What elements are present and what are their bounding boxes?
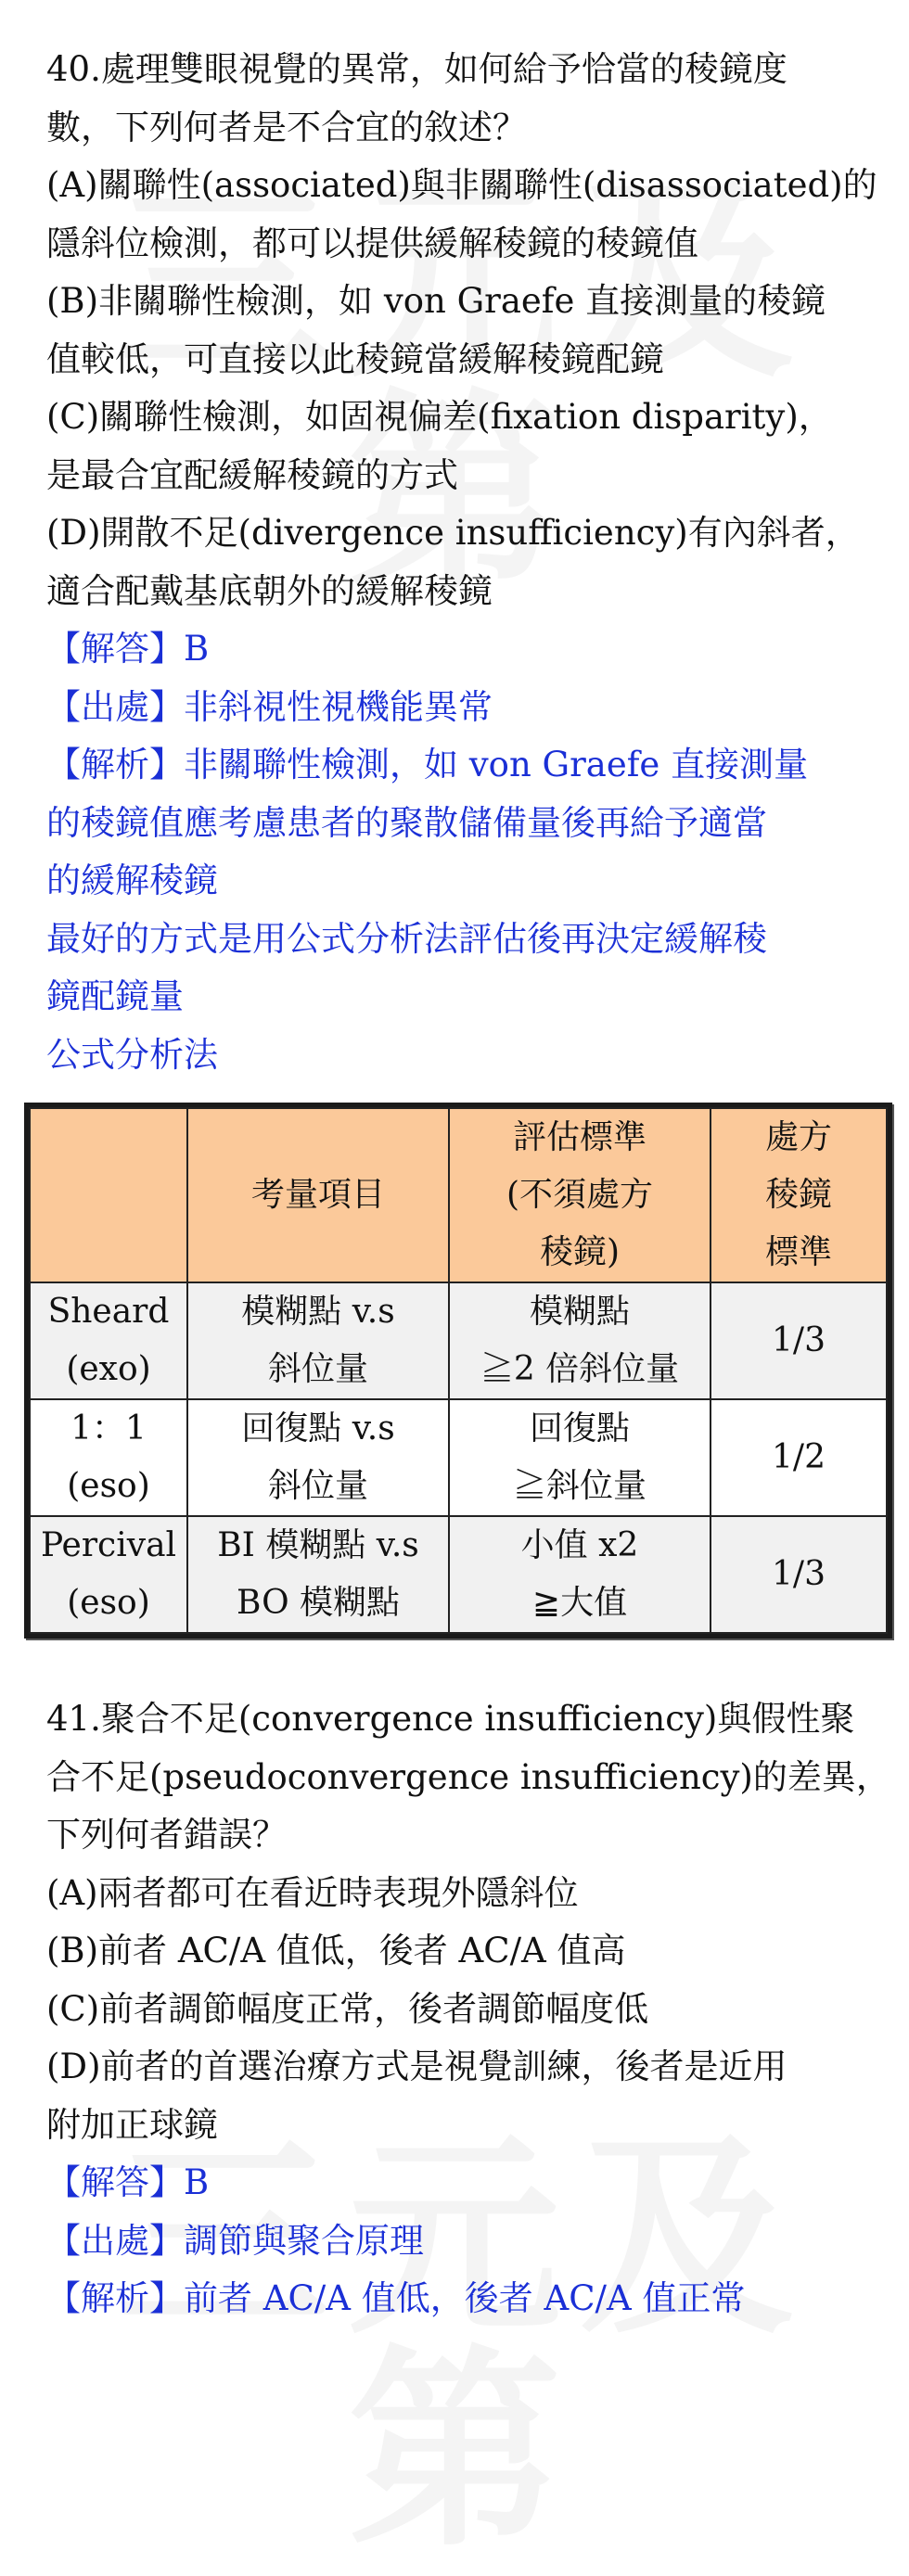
cell-consideration: BI 模糊點 v.s BO 模糊點: [187, 1516, 449, 1633]
q41-option-line: (C)前者調節幅度正常，後者調節幅度低: [46, 1988, 649, 2029]
table-header-row: [30, 1108, 887, 1282]
q40-analysis-line: 的緩解稜鏡: [46, 861, 218, 900]
q41-answer: 【解答】B: [46, 2162, 210, 2202]
q40-analysis-line: 公式分析法: [46, 1034, 218, 1075]
table-row: [30, 1282, 887, 1399]
cell-prescription: 1/3: [711, 1516, 887, 1633]
q40-analysis-line: 最好的方式是用公式分析法評估後再決定緩解稜: [46, 918, 767, 959]
q41-option-line: (B)前者 AC/A 值低，後者 AC/A 值高: [46, 1931, 626, 1970]
q40-stem-line: 40.處理雙眼視覺的異常，如何給予恰當的稜鏡度: [46, 49, 787, 89]
question-41: [46, 1690, 890, 2328]
cell-criteria: 回復點 ≧斜位量: [449, 1399, 711, 1516]
table-row: [30, 1399, 887, 1516]
q40-option-line: (D)開散不足(divergence insufficiency)有內斜者，: [46, 513, 860, 553]
question-40: [40, 41, 881, 1639]
cell-method: Percival (eso): [30, 1516, 187, 1633]
q41-option-line: (A)兩者都可在看近時表現外隱斜位: [46, 1872, 579, 1913]
header-cell-prescription: 處方 稜鏡 標準: [711, 1108, 887, 1282]
formula-analysis-table: [29, 1107, 888, 1634]
cell-prescription: 1/2: [711, 1399, 887, 1516]
q40-option-line: (B)非關聯性檢測，如 von Graefe 直接測量的稜鏡: [46, 281, 826, 321]
q40-option-line: 隱斜位檢測，都可以提供緩解稜鏡的稜鏡值: [46, 223, 698, 263]
q40-option-line: (C)關聯性檢測，如固視偏差(fixation disparity)，: [46, 397, 833, 437]
cell-method: Sheard (exo): [30, 1282, 187, 1399]
q40-option-line: 值較低，可直接以此稜鏡當緩解稜鏡配鏡: [46, 338, 664, 379]
q40-analysis-line: 的稜鏡值應考慮患者的聚散儲備量後再給予適當: [46, 802, 767, 843]
cell-criteria: 模糊點 ≧2 倍斜位量: [449, 1282, 711, 1399]
cell-consideration: 模糊點 v.s 斜位量: [187, 1282, 449, 1399]
q40-source: 【出處】非斜視性視機能異常: [46, 686, 493, 727]
q40-analysis-line: 鏡配鏡量: [46, 976, 184, 1016]
cell-consideration: 回復點 v.s 斜位量: [187, 1399, 449, 1516]
header-cell-method: [30, 1108, 187, 1282]
q40-option-line: (A)關聯性(associated)與非關聯性(disassociated)的: [46, 165, 877, 205]
table-row: [30, 1516, 887, 1633]
q41-stem-line: 下列何者錯誤？: [46, 1815, 287, 1855]
q41-option-line: 附加正球鏡: [46, 2104, 218, 2145]
q41-option-line: (D)前者的首選治療方式是視覺訓練，後者是近用: [46, 2047, 787, 2086]
q41-analysis-line: 【解析】前者 AC/A 值低，後者 AC/A 值正常: [46, 2278, 746, 2318]
q40-option-line: 是最合宜配緩解稜鏡的方式: [46, 454, 458, 495]
q41-stem-line: 41.聚合不足(convergence insufficiency)與假性聚: [46, 1699, 855, 1739]
q40-stem-line: 數，下列何者是不合宜的敘述？: [46, 107, 527, 147]
cell-prescription: 1/3: [711, 1282, 887, 1399]
cell-method: 1：1 (eso): [30, 1399, 187, 1516]
header-cell-criteria: 評估標準 (不須處方 稜鏡): [449, 1108, 711, 1282]
q40-option-line: 適合配戴基底朝外的緩解稜鏡: [46, 570, 493, 611]
q41-source: 【出處】調節與聚合原理: [46, 2220, 424, 2261]
q40-answer: 【解答】B: [46, 629, 210, 669]
header-cell-consideration: 考量項目: [187, 1108, 449, 1282]
q41-stem-line: 合不足(pseudoconvergence insufficiency)的差異，: [46, 1756, 890, 1797]
q40-analysis-line: 【解析】非關聯性檢測，如 von Graefe 直接測量: [46, 745, 809, 784]
formula-analysis-table-frame: [24, 1103, 892, 1639]
cell-criteria: 小值 x2 ≧大值: [449, 1516, 711, 1633]
